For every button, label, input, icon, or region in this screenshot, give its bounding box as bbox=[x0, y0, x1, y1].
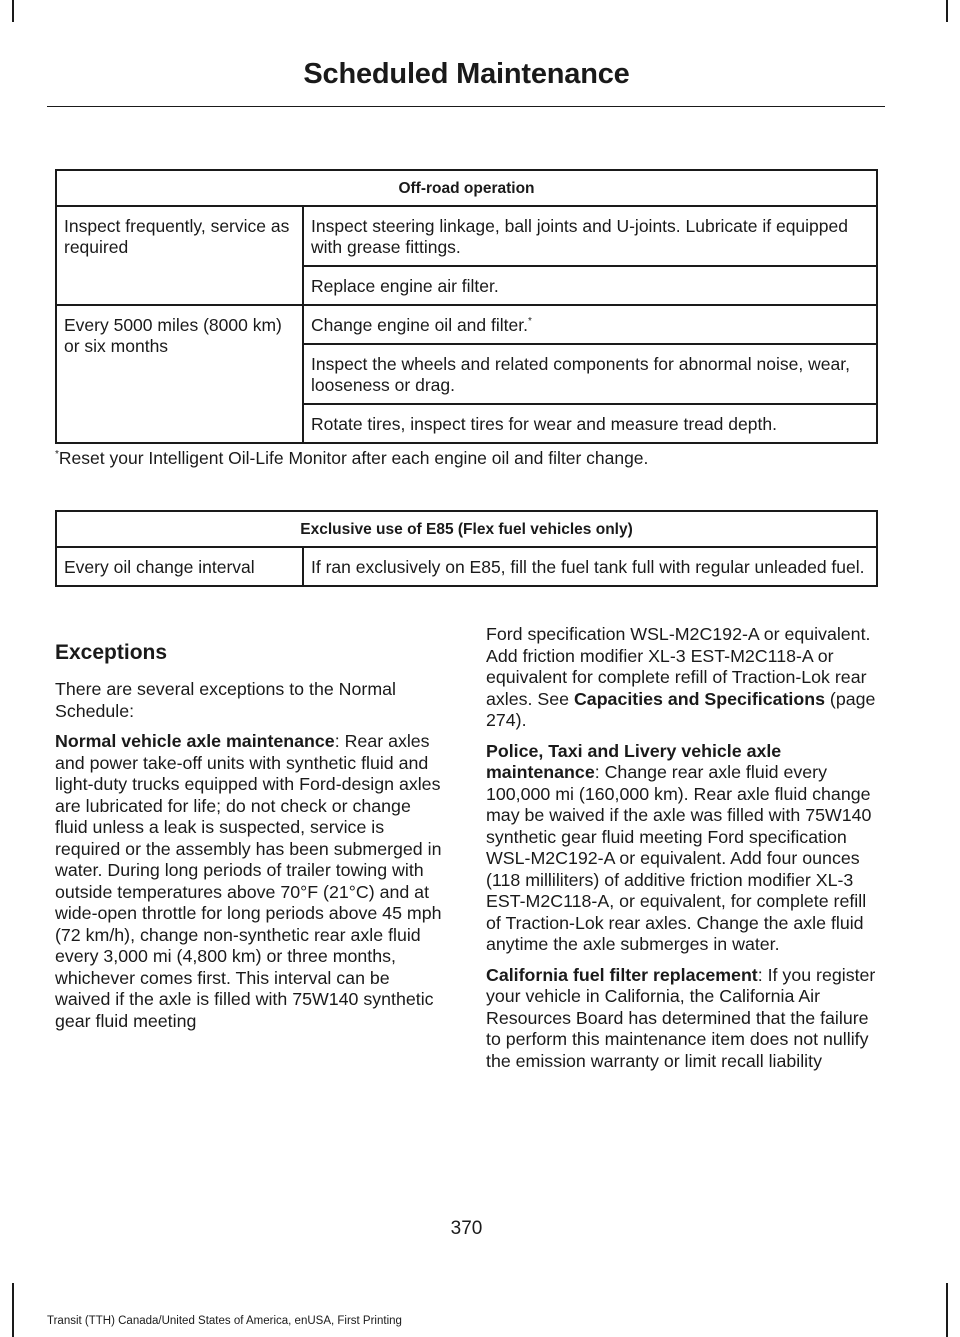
task-cell: If ran exclusively on E85, fill the fuel tank full with regular unleaded fuel. bbox=[303, 547, 877, 586]
crop-mark-bottom-left bbox=[12, 1283, 14, 1337]
term-label: Police, Taxi and Livery vehicle axle maintenance bbox=[486, 740, 782, 782]
interval-cell: Inspect frequently, service as required bbox=[56, 206, 303, 305]
section-heading: Exceptions bbox=[55, 641, 168, 664]
table-heading: Exclusive use of E85 (Flex fuel vehicles only) bbox=[56, 511, 877, 547]
title-rule bbox=[47, 106, 885, 107]
task-cell: Rotate tires, inspect tires for wear and measure tread depth. bbox=[303, 404, 877, 443]
paragraph bbox=[486, 741, 880, 956]
page-number: 370 bbox=[450, 1218, 483, 1239]
task-cell: Replace engine air filter. bbox=[303, 266, 877, 305]
e85-table bbox=[55, 510, 878, 587]
table-row bbox=[56, 305, 877, 344]
paragraph: There are several exceptions to the Normal Schedule: bbox=[55, 679, 396, 721]
task-cell: Inspect steering linkage, ball joints and U-joints. Lubricate if equipped with grease fittings. bbox=[303, 206, 877, 266]
table-heading: Off-road operation bbox=[56, 170, 877, 206]
task-cell: Inspect the wheels and related components for abnormal noise, wear, looseness or drag. bbox=[303, 344, 877, 404]
term-label: Normal vehicle axle maintenance bbox=[55, 731, 335, 751]
footnote-text: Reset your Intelligent Oil-Life Monitor after each engine oil and filter change. bbox=[58, 448, 649, 468]
interval-cell: Every oil change interval bbox=[56, 547, 303, 586]
paragraph-text: Ford specification WSL-M2C192-A or equivalent. Add friction modifier XL-3 EST-M2C118-A or equivalent for complete refill of Traction-Lok rear axles. See bbox=[486, 624, 871, 709]
footnote bbox=[55, 447, 885, 469]
footer-text: Transit (TTH) Canada/United States of America, enUSA, First Printing bbox=[47, 1315, 402, 1327]
table-row bbox=[56, 206, 877, 266]
left-column bbox=[55, 640, 448, 1041]
paragraph-text: : Rear axles and power take-off units with synthetic fluid and light-duty trucks equipped with Ford-design axles are lubricated for life; do not check or change fluid unless a leak is suspected, service is required or the assembly has been submerged in water. During long periods of trailer towing with outside temperatures above 70°F (21°C) and at wide-open throttle for long periods above 45 mph (72 km/h), change non-synthetic rear axle fluid every 3,000 mi (4,800 km) or three months, whichever comes first. This interval can be waived if the axle is filled with 75W140 synthetic gear fluid meeting bbox=[55, 731, 442, 1031]
page-title: Scheduled Maintenance bbox=[303, 58, 630, 90]
right-column bbox=[486, 624, 880, 1081]
table-row bbox=[56, 547, 877, 586]
paragraph-text: : Change rear axle fluid every 100,000 mi (160,000 km). Rear axle fluid change may be waived if the axle was filled with 75W140 synthetic gear fluid meeting Ford specification WSL-M2C192-A or equivalent. Add four ounces (118 milliliters) of additive friction modifier XL-3 EST-M2C118-A, or equivalent, for complete refill of Traction-Lok rear axles. Change the axle fluid anytime the axle submerges in water. bbox=[486, 762, 872, 954]
interval-cell: Every 5000 miles (8000 km) or six months bbox=[56, 305, 303, 443]
footnote-marker: * bbox=[527, 316, 532, 328]
paragraph bbox=[486, 624, 880, 732]
cross-reference-link[interactable]: Capacities and Specifications bbox=[573, 688, 825, 709]
paragraph bbox=[55, 731, 448, 1032]
crop-mark-bottom-right bbox=[946, 1283, 948, 1337]
task-text: Change engine oil and filter. bbox=[311, 315, 528, 335]
crop-mark-top-left bbox=[12, 0, 14, 22]
page-reference: (page 274). bbox=[486, 688, 876, 730]
task-cell bbox=[303, 305, 877, 344]
off-road-table bbox=[55, 169, 878, 444]
paragraph bbox=[486, 965, 880, 1073]
paragraph-text: : If you register your vehicle in California, the California Air Resources Board has determined that the failure to perform this maintenance item does not nullify the emission warranty or limit recall liability bbox=[486, 964, 876, 1071]
footnote-marker: * bbox=[55, 449, 59, 461]
term-label: California fuel filter replacement bbox=[486, 964, 758, 985]
crop-mark-top-right bbox=[946, 0, 948, 22]
